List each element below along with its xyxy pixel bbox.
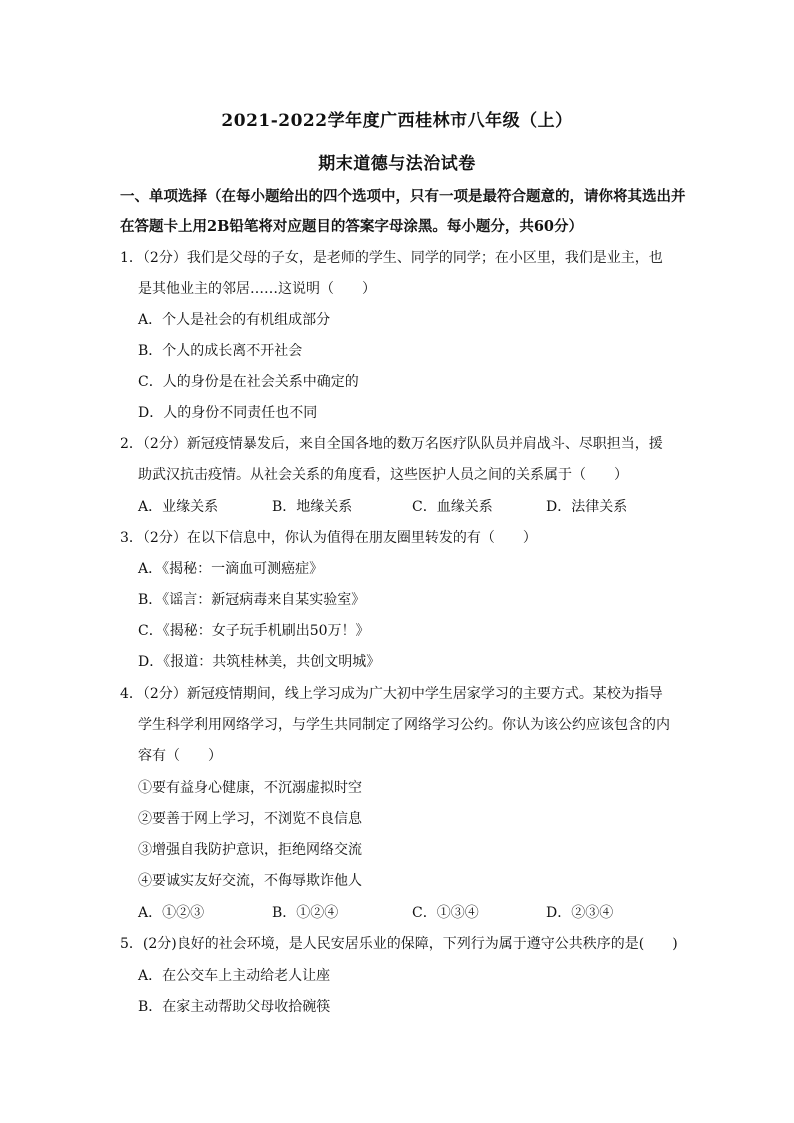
question-4-option-a: A．①②③	[138, 905, 205, 921]
question-1-option-c: C．人的身份是在社会关系中确定的	[138, 374, 359, 390]
exam-subtitle: 期末道德与法治试卷	[318, 154, 476, 174]
question-1-stem: 1．（2分）我们是父母的子女，是老师的学生、同学的同学；在小区里，我们是业主，也	[120, 250, 663, 266]
question-2-option-a: A．业缘关系	[138, 499, 219, 515]
question-4-stem-cont-2: 容有（ ）	[138, 748, 222, 764]
question-4-item-4: ④要诚实友好交流，不侮辱欺诈他人	[138, 873, 362, 889]
question-2-stem-cont: 助武汉抗击疫情。从社会关系的角度看，这些医护人员之间的关系属于（ ）	[138, 467, 628, 483]
question-4-item-1: ①要有益身心健康，不沉溺虚拟时空	[138, 780, 362, 796]
question-1-stem-cont: 是其他业主的邻居……这说明（ ）	[138, 281, 376, 297]
question-4-item-2: ②要善于网上学习，不浏览不良信息	[138, 811, 362, 827]
question-5-option-b: B．在家主动帮助父母收拾碗筷	[138, 999, 331, 1015]
question-1-option-a: A．个人是社会的有机组成部分	[138, 312, 331, 328]
question-4-option-b: B．①②④	[272, 905, 339, 921]
question-4-stem: 4．（2分）新冠疫情期间，线上学习成为广大初中学生居家学习的主要方式。某校为指导	[120, 686, 663, 702]
question-5-stem: 5．(2分)良好的社会环境，是人民安居乐业的保障，下列行为属于遵守公共秩序的是( )	[120, 936, 678, 952]
section-heading: 一、单项选择（在每小题给出的四个选项中，只有一项是最符合题意的，请你将其选出并	[120, 188, 686, 205]
exam-title: 2021-2022学年度广西桂林市八年级（上）	[221, 111, 573, 131]
question-2-option-c: C．血缘关系	[412, 499, 493, 515]
question-4-option-d: D．②③④	[546, 905, 614, 921]
question-3-option-a: A．《揭秘：一滴血可测癌症》	[138, 561, 324, 577]
question-3-option-d: D．《报道：共筑桂林美，共创文明城》	[138, 654, 381, 670]
question-3-option-c: C．《揭秘：女子玩手机刷出50万！》	[138, 623, 370, 639]
question-2-stem: 2．（2分）新冠疫情暴发后，来自全国各地的数万名医疗队队员并肩战斗、尽职担当，援	[120, 436, 663, 452]
question-4-option-c: C．①③④	[412, 905, 479, 921]
question-1-option-d: D．人的身份不同责任也不同	[138, 405, 318, 421]
question-5-option-a: A．在公交车上主动给老人让座	[138, 968, 331, 984]
question-1-option-b: B．个人的成长离不开社会	[138, 343, 303, 359]
question-3-stem: 3．（2分）在以下信息中，你认为值得在朋友圈里转发的有（ ）	[120, 530, 537, 546]
question-4-item-3: ③增强自我防护意识，拒绝网络交流	[138, 842, 362, 858]
question-3-option-b: B．《谣言：新冠病毒来自某实验室》	[138, 592, 366, 608]
question-2-option-d: D．法律关系	[546, 499, 628, 515]
question-2-option-b: B．地缘关系	[272, 499, 353, 515]
question-4-stem-cont: 学生科学利用网络学习，与学生共同制定了网络学习公约。你认为该公约应该包含的内	[138, 717, 670, 733]
section-heading-cont: 在答题卡上用2B铅笔将对应题目的答案字母涂黑。每小题分，共60分）	[120, 218, 584, 235]
